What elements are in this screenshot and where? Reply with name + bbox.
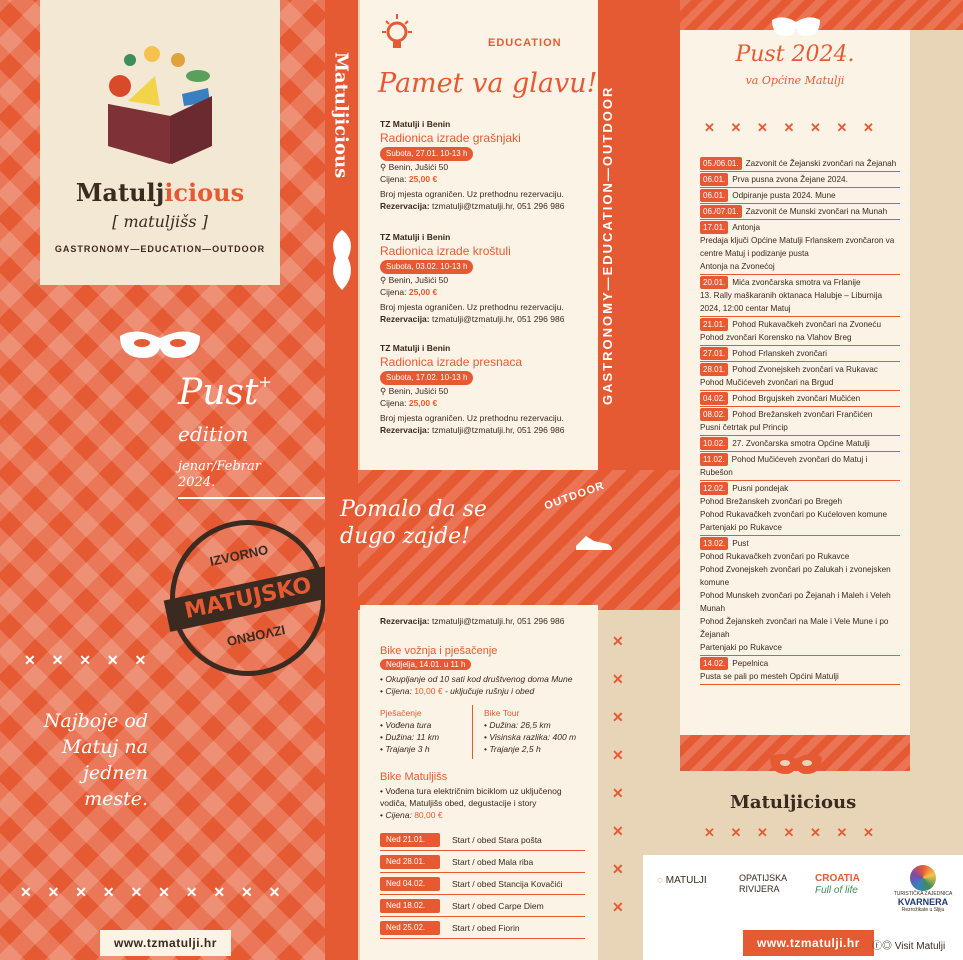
list-item: Ned 25.02. Start / obed Fiorin [380, 917, 585, 939]
lightbulb-icon [378, 12, 416, 54]
edition-months: jenar/Febrar 2024. [178, 459, 261, 490]
slogan: Najboje od Matuj na jednen meste. [43, 710, 148, 810]
website-link[interactable]: www.tzmatulji.hr [743, 930, 874, 956]
education-title: Pamet va glavu! [378, 68, 598, 99]
education-card [360, 0, 598, 470]
matujsko-stamp: IZVORNO MATUJSKO IZVORNO [155, 505, 340, 690]
event-item: 21.01. Pohod Rukavačkeh zvončari na Zvoneću Pohod zvončari Korensko na Vlahov Breg [700, 317, 900, 346]
fork-knife-icon: ✕ ✕ ✕ ✕ ✕ ✕ ✕ [704, 825, 880, 840]
logo-kvarner: TURISTIČKA ZAJEDNICA KVARNERA Rezrožikate u Sljiju [893, 865, 953, 913]
list-item: Ned 18.02. Start / obed Carpe Diem [380, 895, 585, 917]
website-link[interactable]: www.tzmatulji.hr [100, 930, 231, 956]
workshop-item: TZ Matulji i Benin Radionica izrade grašnjaki Subota, 27.01. 10-13 h ⚲ Benin, Jušići 50 Cijena: 25,00 € Broj mjesta ograničen. Uz prethodnu rezervaciju. Rezervacija: tzmatulji@tzmatulji.hr, 051 296 986 [380, 119, 565, 211]
kvarner-icon [910, 865, 936, 891]
social-links[interactable]: ⓕ◎ Visit Matulji [872, 941, 946, 952]
instagram-icon[interactable]: ◎ [882, 941, 892, 952]
workshop-list [380, 118, 595, 458]
sponsor-logos [643, 855, 963, 930]
event-item: 28.01. Pohod Zvonejskeh zvončari va Rukavac Pohod Mučićeveh zvončari na Brgud [700, 362, 900, 391]
logo-opatijska: OPATIJSKA RIVIJERA [739, 873, 788, 894]
events-list [700, 156, 900, 685]
list-item: Ned 28.01. Start / obed Mala riba [380, 851, 585, 873]
event-item: 06./07.01. Zazvonit će Munski zvončari na Munah [700, 204, 900, 220]
bike-details: • Okupljanje od 10 sati kod društvenog doma Mune • Cijena: 10,00 € - uključuje rušnju i obed [380, 674, 573, 696]
event-item: 20.01. Mića zvončarska smotra va Frlanije 13. Rally maškaranih oktanaca Halubje – Liburnija 2024, 12:00 centar Matuj [700, 275, 900, 317]
fork-knife-icon: ✕ ✕ ✕ ✕ ✕ ✕ ✕ ✕ ✕ ✕ [20, 884, 287, 900]
bike-matuljiss-title: Bike Matuljišs [380, 771, 448, 783]
workshop-item: TZ Matulji i Benin Radionica izrade kroštuli Subota, 03.02. 10-13 h ⚲ Benin, Jušići 50 Cijena: 25,00 € Broj mjesta ograničen. Uz prethodnu rezervaciju. Rezervacija: tzmatulji@tzmatulji.hr, 051 296 986 [380, 232, 565, 324]
mask-icon [116, 322, 204, 362]
divider [178, 497, 328, 499]
mask-icon [770, 12, 822, 38]
event-item: 14.02. Pepelnica Pusta se pali po mesteh Općini Matulji [700, 656, 900, 685]
divider [472, 705, 473, 759]
event-item: 27.01. Pohod Frlanskeh zvončari [700, 346, 900, 362]
left-panel [0, 0, 325, 960]
bike-tour-details: Bike Tour • Dužina: 26,5 km • Visinska razlika: 400 m • Trajanje 2,5 h [484, 708, 577, 754]
outdoor-reservation: Rezervacija: tzmatulji@tzmatulji.hr, 051 296 986 [380, 616, 565, 626]
basket-logo-icon [100, 36, 220, 166]
event-item: 13.02. Pust Pohod Rukavačkeh zvončari po Rukavce Pohod Zvonejskeh zvončari po Zalukah i zvonejsken komune Pohod Munskeh zvončari po Žejanah i Maleh i Veleh Munah Pohod Žejanskeh zvončari na Male i Vele Mune i po Žejanah Partenjaki po Rukavce [700, 536, 900, 656]
pust-edition-title: Pust+ [178, 372, 272, 413]
outdoor-label: OUTDOOR [542, 479, 607, 513]
bike-matuljiss-details: • Vođena tura električnim biciklom uz uključenog vodiča, Matuljišs obed, degustacije i story • Cijena: 80,00 € [380, 786, 562, 820]
logo-matulji: ◌ MATULJI [657, 875, 707, 886]
bike-title: Bike vožnja i pješačenje [380, 645, 498, 657]
event-item: 11.02. Pohod Mučićeveh zvončari do Matuj i Rubešon [700, 452, 900, 481]
event-item: 17.01. Antonja Predaja ključi Općine Matulji Frlanskem zvončaron va centre Matuj i podizanje pusta Antonja na Zvonećoj [700, 220, 900, 275]
walk-details: Pješačenje • Vođena tura • Dužina: 11 km • Trajanje 3 h [380, 708, 440, 754]
event-item: 04.02. Pohod Brgujskeh zvončari Mučićen [700, 391, 900, 407]
outdoor-title: Pomalo da se dugo zajde! [340, 497, 487, 549]
facebook-icon[interactable]: ⓕ [872, 941, 882, 952]
brand-subtitle: [ matuljišs ] [112, 212, 208, 231]
bike-dates-list [380, 829, 585, 939]
event-item: 12.02. Pusni pondejak Pohod Brežanskeh zvončari po Bregeh Pohod Rukavačkeh zvončari po Kućeloven komune Partenjaki po Rukavce [700, 481, 900, 536]
shoe-icon [574, 532, 614, 554]
outdoor-card [360, 605, 598, 960]
pust-subtitle: va Općine Matulji [745, 74, 845, 87]
mask-icon [768, 748, 824, 776]
logo-card [40, 0, 280, 285]
event-item: 06.01. Odpiranje pusta 2024. Mune [700, 188, 900, 204]
pust-card [680, 30, 910, 770]
fork-knife-icon: ✕ ✕ ✕ ✕ ✕ ✕ ✕ [704, 120, 880, 135]
pust-title: Pust 2024. [735, 42, 855, 67]
footer-brand: Matuljicious [730, 792, 857, 813]
fork-knife-icon: ✕ ✕ ✕ ✕ ✕ [24, 652, 153, 668]
logo-croatia: CROATIA Full of life [815, 873, 860, 896]
workshop-item: TZ Matulji i Benin Radionica izrade presnaca Subota, 17.02. 10-13 h ⚲ Benin, Jušići 50 Cijena: 25,00 € Broj mjesta ograničen. Uz prethodnu rezervaciju. Rezervacija: tzmatulji@tzmatulji.hr, 051 296 986 [380, 343, 565, 435]
event-item: 08.02. Pohod Brežanskeh zvončari Frančićen Pusni četrtak pul Princip [700, 407, 900, 436]
list-item: Ned 04.02. Start / obed Stancija Kovačići [380, 873, 585, 895]
list-item: Ned 21.01. Start / obed Stara pošta [380, 829, 585, 851]
strip-title: Matuljicious [330, 52, 352, 179]
fork-knife-icon: ✕ ✕ ✕ ✕ ✕ ✕ ✕ ✕ [612, 633, 630, 915]
brand-tagline: GASTRONOMY—EDUCATION—OUTDOOR [54, 244, 266, 254]
mask-icon [326, 228, 358, 292]
vertical-tagline: GASTRONOMY—EDUCATION—OUTDOOR [600, 85, 615, 405]
event-item: 10.02. 27. Zvončarska smotra Općine Matulji [700, 436, 900, 452]
event-item: 05./06.01. Zazvonit će Žejanski zvončari na Žejanah [700, 156, 900, 172]
brand-name: Matuljicious [75, 178, 245, 207]
education-label: EDUCATION [488, 37, 562, 49]
event-item: 06.01. Prva pusna zvona Žejane 2024. [700, 172, 900, 188]
edition-label: edition [178, 422, 249, 446]
bike-date: Nedjelja, 14.01. u 11 h [380, 659, 471, 670]
